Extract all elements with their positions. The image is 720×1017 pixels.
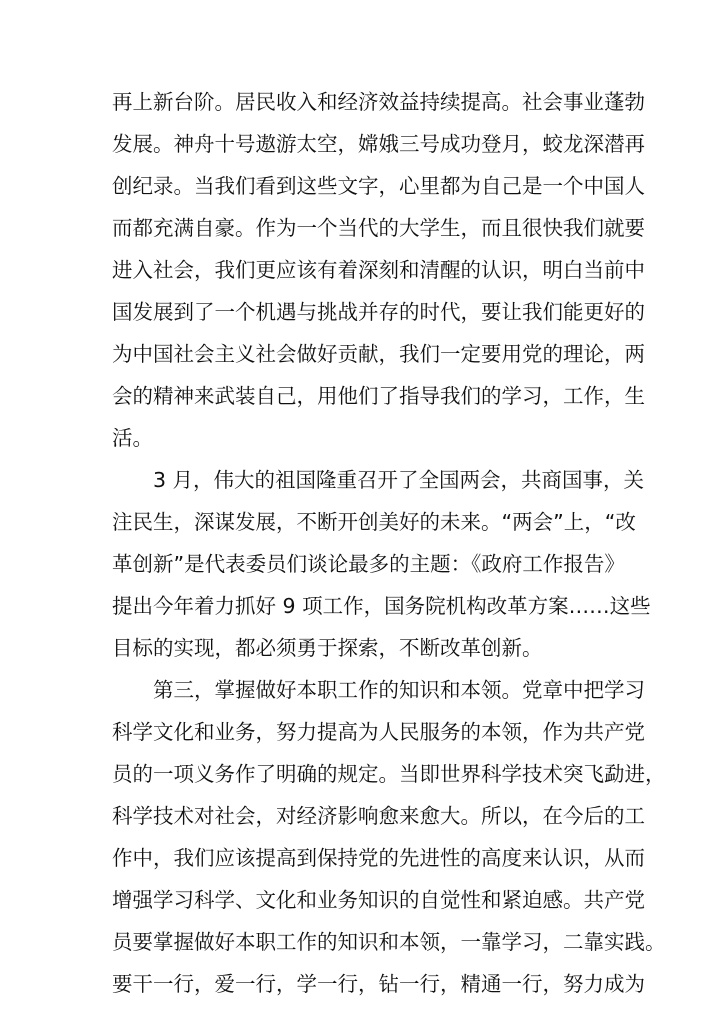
text-line: 增强学习科学、文化和业务知识的自觉性和紧迫感。共产党 — [112, 888, 645, 912]
text-line: 注民生，深谋发展，不断开创美好的未来。“两会”上，“改 — [112, 510, 636, 534]
text-line: 革创新”是代表委员们谈论最多的主题：《政府工作报告》 — [112, 552, 625, 576]
text-line: 员的一项义务作了明确的规定。当即世界科学技术突飞勐进， — [112, 762, 666, 786]
text-line: 科学技术对社会，对经济影响愈来愈大。所以，在今后的工 — [112, 804, 645, 828]
text-line: 发展。神舟十号遨游太空，嫦娥三号成功登月，蛟龙深潜再 — [112, 132, 645, 156]
text-line: 科学文化和业务，努力提高为人民服务的本领，作为共产党 — [112, 720, 645, 744]
text-line: 提出今年着力抓好 9 项工作，国务院机构改革方案……这些 — [112, 594, 651, 618]
text-line: 员要掌握做好本职工作的知识和本领，一靠学习，二靠实践。 — [112, 930, 666, 954]
text-line: 目标的实现，都必须勇于探索，不断改革创新。 — [112, 636, 543, 660]
text-line: 进入社会，我们更应该有着深刻和清醒的认识，明白当前中 — [112, 258, 645, 282]
text-line: 为中国社会主义社会做好贡献，我们一定要用党的理论，两 — [112, 342, 645, 366]
text-line: 会的精神来武装自己，用他们了指导我们的学习，工作，生 — [112, 384, 645, 408]
text-line: 再上新台阶。居民收入和经济效益持续提高。社会事业蓬勃 — [112, 90, 645, 114]
text-line: 而都充满自豪。作为一个当代的大学生，而且很快我们就要 — [112, 216, 645, 240]
paragraph-first-line: 第三，掌握做好本职工作的知识和本领。党章中把学习 — [153, 678, 645, 702]
text-line: 活。 — [112, 426, 153, 450]
text-line: 要干一行，爱一行，学一行，钻一行，精通一行，努力成为 — [112, 972, 645, 996]
text-line: 作中，我们应该提高到保持党的先进性的高度来认识，从而 — [112, 846, 645, 870]
text-line: 国发展到了一个机遇与挑战并存的时代，要让我们能更好的 — [112, 300, 645, 324]
paragraph-first-line: 3 月，伟大的祖国隆重召开了全国两会，共商国事，关 — [153, 468, 645, 492]
text-line: 创纪录。当我们看到这些文字，心里都为自己是一个中国人 — [112, 174, 645, 198]
